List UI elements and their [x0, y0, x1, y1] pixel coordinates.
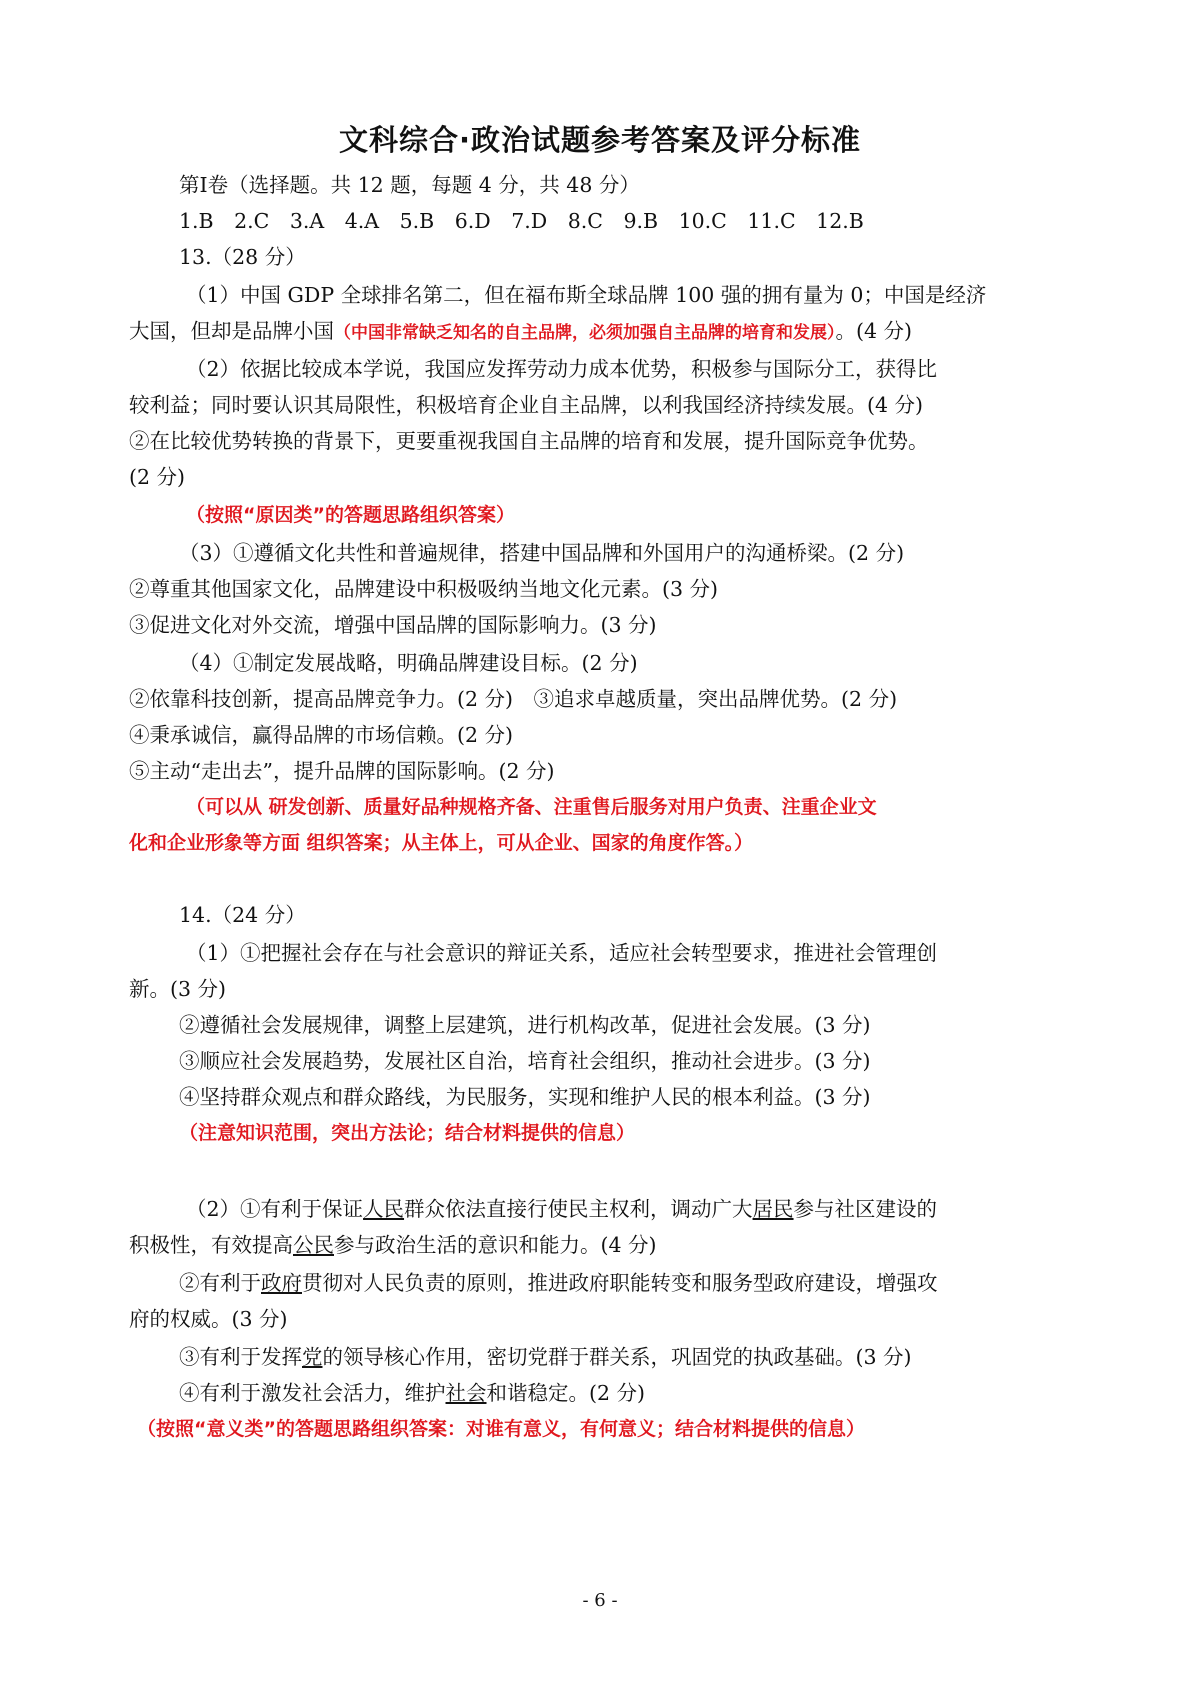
- q14-p2-line5: [179, 1342, 1129, 1372]
- section1-header: 第Ⅰ卷（选择题。共 12 题，每题 4 分，共 48 分）: [179, 173, 640, 197]
- q13-p1-line1: （1）中国 GDP 全球排名第二，但在福布斯全球品牌 100 强的拥有量为 0；中国是经济: [186, 283, 987, 307]
- q13-p2-line1: （2）依据比较成本学说，我国应发挥劳动力成本优势，积极参与国际分工，获得比: [186, 357, 938, 381]
- underlined-term: 党: [302, 1345, 323, 1369]
- q14-p2-text: 和谐稳定。(2 分): [486, 1381, 646, 1405]
- document-title: 文科综合·政治试题参考答案及评分标准: [338, 123, 862, 157]
- q14-p2-hint: （按照“意义类”的答题思路组织答案：对谁有意义，有何意义；结合材料提供的信息）: [137, 1418, 865, 1440]
- q13-p4-line4: ⑤主动“走出去”，提升品牌的国际影响。(2 分): [129, 759, 555, 783]
- choice-answers: 1.B 2.C 3.A 4.A 5.B 6.D 7.D 8.C 9.B 10.C 11.C 12.B: [179, 209, 864, 233]
- q14-p1-line5: ④坚持群众观点和群众路线，为民服务，实现和维护人民的根本利益。(3 分): [179, 1085, 871, 1109]
- q13-p2-line2: 较利益；同时要认识其局限性，积极培育企业自主品牌，以利我国经济持续发展。(4 分): [129, 393, 924, 417]
- q13-p1-line2: [129, 316, 1079, 348]
- q14-p2-text: 的领导核心作用，密切党群于群关系，巩固党的执政基础。(3 分): [322, 1345, 912, 1369]
- q14-p1-line1: （1）①把握社会存在与社会意识的辩证关系，适应社会转型要求，推进社会管理创: [186, 941, 938, 965]
- underlined-term: 居民: [752, 1197, 794, 1221]
- q14-p1-line4: ③顺应社会发展趋势，发展社区自治，培育社会组织，推动社会进步。(3 分): [179, 1049, 871, 1073]
- q13-p2-hint: （按照“原因类”的答题思路组织答案）: [186, 504, 515, 526]
- q13-p2-line4: (2 分): [129, 465, 186, 489]
- underlined-term: 社会: [445, 1381, 487, 1405]
- q13-p2-line3: ②在比较优势转换的背景下，更要重视我国自主品牌的培育和发展，提升国际竞争优势。: [129, 429, 929, 453]
- underlined-term: 人民: [363, 1197, 405, 1221]
- q13-p4-hint-line1: （可以从 研发创新、质量好品种规格齐备、注重售后服务对用户负责、注重企业文: [186, 796, 877, 818]
- q14-p2-line6: [179, 1378, 1129, 1408]
- q14-p2-text: 参与社区建设的: [793, 1197, 938, 1221]
- q13-p3-line3: ③促进文化对外交流，增强中国品牌的国际影响力。(3 分): [129, 613, 657, 637]
- q14-p2-line2: [129, 1230, 1079, 1260]
- q13-p4-hint-line2: 化和企业形象等方面 组织答案；从主体上，可从企业、国家的角度作答。）: [129, 832, 754, 854]
- q14-p2-line3: [179, 1268, 1129, 1298]
- q14-p1-hint: （注意知识范围，突出方法论；结合材料提供的信息）: [179, 1122, 636, 1144]
- q14-p2-text: ④有利于激发社会活力，维护: [179, 1381, 446, 1405]
- q14-p2-text: 积极性，有效提高: [129, 1233, 293, 1257]
- q14-p1-line2: 新。(3 分): [129, 977, 227, 1001]
- q13-p1-score: 。(4 分): [835, 319, 913, 343]
- q14-p2-line4: 府的权威。(3 分): [129, 1307, 288, 1331]
- q14-p1-line3: ②遵循社会发展规律，调整上层建筑，进行机构改革，促进社会发展。(3 分): [179, 1013, 871, 1037]
- q13-p4-line2: ②依靠科技创新，提高品牌竞争力。(2 分) ③追求卓越质量，突出品牌优势。(2 分): [129, 687, 898, 711]
- underlined-term: 政府: [261, 1271, 302, 1295]
- page-number: - 6 -: [582, 1590, 618, 1611]
- q13-p1-text: 大国，但却是品牌小国: [129, 319, 334, 343]
- q13-p1-hint: （中国非常缺乏知名的自主品牌，必须加强自主品牌的培育和发展）: [334, 323, 836, 343]
- q14-header: 14.（24 分）: [179, 903, 306, 927]
- q14-p2-text: ③有利于发挥: [179, 1345, 302, 1369]
- q14-p2-text: 群众依法直接行使民主权利，调动广大: [404, 1197, 753, 1221]
- q13-p3-line1: （3）①遵循文化共性和普遍规律，搭建中国品牌和外国用户的沟通桥梁。(2 分): [179, 541, 905, 565]
- q13-header: 13.（28 分）: [179, 245, 306, 269]
- q14-p2-text: （2）①有利于保证: [186, 1197, 364, 1221]
- q14-p2-text: 贯彻对人民负责的原则，推进政府职能转变和服务型政府建设，增强攻: [302, 1271, 938, 1295]
- underlined-term: 公民: [293, 1233, 334, 1257]
- q13-p3-line2: ②尊重其他国家文化，品牌建设中积极吸纳当地文化元素。(3 分): [129, 577, 719, 601]
- q14-p2-line1: [186, 1194, 1136, 1224]
- q14-p2-text: ②有利于: [179, 1271, 261, 1295]
- q14-p2-text: 参与政治生活的意识和能力。(4 分): [334, 1233, 657, 1257]
- q13-p4-line1: （4）①制定发展战略，明确品牌建设目标。(2 分): [179, 651, 638, 675]
- q13-p4-line3: ④秉承诚信，赢得品牌的市场信赖。(2 分): [129, 723, 514, 747]
